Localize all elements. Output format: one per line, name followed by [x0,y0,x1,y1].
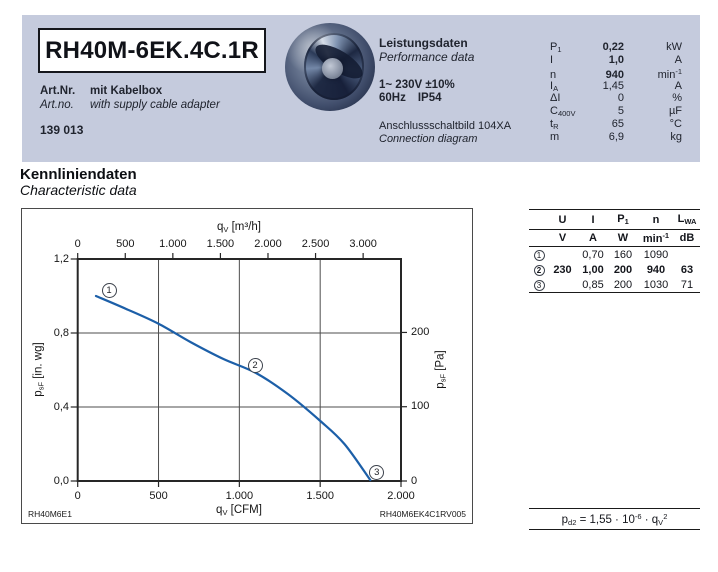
connection-diagram-de: Anschlussschaltbild 104XA [379,120,512,132]
spec-unit: µF [668,105,682,118]
operating-points-table [529,209,700,293]
x-top-tick-label: 0 [74,238,81,250]
spec-label: n [550,68,557,81]
spec-row [550,118,682,131]
article-label-en: Art.no. with supply cable adapter [40,98,220,111]
spec-row [550,92,682,105]
spec-table [550,41,682,144]
spec-value: 6,9 [608,130,624,143]
row-marker: 3 [534,280,545,291]
spec-label: $t_R$ [550,118,559,132]
x-top-tick-label: 1.500 [206,238,235,250]
header-band [22,15,700,162]
y-left-tick-label: 0,4 [53,400,69,413]
y-left-tick-label: 0,8 [53,326,69,339]
spec-label: m [550,130,560,143]
x-bottom-tick-label: 500 [149,490,168,502]
spec-value: 940 [605,68,624,81]
spec-value: 0,22 [602,41,624,53]
y-right-tick-label: 200 [411,325,430,338]
table-cell: 200 [613,278,633,291]
table-cell: 1090 [643,248,669,261]
table-header-cell: n [652,213,660,226]
x-bottom-tick-label: 1.500 [306,490,334,502]
table-unit-cell: A [589,232,597,244]
x-bottom-tick-label: 2.000 [387,490,415,502]
bottom-axis-title: $q_V$ [CFM] [216,504,262,517]
article-number: 139 013 [40,123,84,137]
table-cell: 940 [646,263,666,276]
spec-value: 1,45 [602,79,624,92]
chart-footnote-right: RH40M6EK4C1RV005 [379,509,466,519]
table-cell: 63 [680,263,694,276]
connection-diagram-en: Connection diagram [379,133,478,145]
x-top-tick-label: 500 [116,238,135,250]
row-marker: 2 [534,265,545,276]
spec-row [550,67,682,80]
table-header-cell: $L_{WA}$ [677,213,697,226]
spec-unit: kW [666,41,682,53]
table-unit-cell: W [617,232,629,244]
y-left-tick-label: 0,0 [53,474,69,487]
spec-row [550,41,682,54]
table-row [529,277,700,292]
x-bottom-tick-label: 1.000 [225,490,254,502]
table-cell: 71 [680,278,694,291]
table-header-cell: U [558,213,567,226]
x-top-tick-label: 1.000 [159,238,187,250]
table-cell: 160 [613,248,633,261]
performance-title-de: Leistungsdaten [379,36,468,50]
top-axis-title: $q_V$ [m³/h] [216,221,261,234]
article-label-de: Art.Nr. mit Kabelbox [40,85,163,97]
table-header-cell: $P_1$ [617,213,629,226]
spec-value: 1,0 [608,53,624,66]
x-bottom-tick-label: 0 [74,490,81,502]
spec-row [550,131,682,144]
spec-value: 0 [617,92,624,105]
table-header-cell: I [591,213,595,226]
table-cell: 0,70 [582,248,604,261]
spec-row [550,105,682,118]
curve-point-marker: 3 [369,465,384,480]
section-title-en: Characteristic data [20,182,137,198]
y-right-tick-label: 0 [411,474,418,487]
row-marker-cell [529,264,547,276]
table-header-row [529,209,700,230]
performance-curve [96,296,370,480]
article-number-block [40,85,220,112]
formula-text: $p_{d2} = 1,55 \cdot 10^{-6} \cdot q_V^2$ [561,511,668,527]
table-unit-cell: dB [679,232,695,244]
table-row [529,262,700,277]
spec-label: I [550,53,554,66]
left-axis-title: $p_{sF}$ [in. wg] [32,342,46,397]
row-marker-cell [529,249,547,261]
performance-title-en: Performance data [379,50,475,64]
table-row [529,247,700,262]
spec-unit: $\min^{-1}$ [657,66,682,81]
spec-value: 65 [611,118,624,131]
chart-footnote-left: RH40M6E1 [28,509,72,519]
x-top-tick-label: 3.000 [349,238,377,250]
characteristic-curve-chart [21,208,473,524]
voltage-spec: 1~ 230V ±10% [379,79,455,91]
spec-unit: A [674,79,682,92]
table-cell: 230 [553,263,572,276]
spec-unit: A [674,53,682,66]
spec-value: 5 [617,105,624,118]
spec-label: $P_1$ [550,41,562,54]
performance-data-block [379,15,549,162]
spec-row [550,54,682,67]
curve-point-marker: 1 [102,283,117,298]
table-unit-cell: V [558,232,567,244]
row-marker: 1 [534,250,545,261]
model-title-box [38,28,266,73]
table-unit-cell: $\min^{-1}$ [642,231,670,245]
table-cell: 1,00 [582,263,604,276]
x-top-tick-label: 2.500 [301,238,330,250]
spec-label: $C_{400V}$ [550,105,576,119]
right-axis-title: $p_{sF}$ [Pa] [434,350,448,389]
section-title-de: Kennliniendaten [20,166,137,183]
table-cell: 1030 [643,278,669,291]
spec-row [550,80,682,93]
spec-unit: % [672,92,682,105]
table-cell: 200 [613,263,633,276]
frequency-protection-spec: 60Hz IP54 [379,92,442,104]
dynamic-pressure-formula [529,508,700,530]
table-units-row [529,230,700,247]
spec-unit: kg [670,130,682,143]
row-marker-cell [529,279,547,291]
fan-impeller-image [285,23,375,111]
y-right-tick-label: 100 [411,400,430,413]
table-cell: 0,85 [582,278,604,291]
curve-point-marker: 2 [248,358,263,373]
y-left-tick-label: 1,2 [53,252,69,265]
model-name: RH40M-6EK.4C.1R [45,36,259,64]
section-heading [20,166,137,198]
spec-label: ΔI [550,92,561,105]
spec-label: $I_A$ [550,79,559,93]
x-top-tick-label: 2.000 [254,238,282,250]
spec-unit: °C [669,118,682,131]
